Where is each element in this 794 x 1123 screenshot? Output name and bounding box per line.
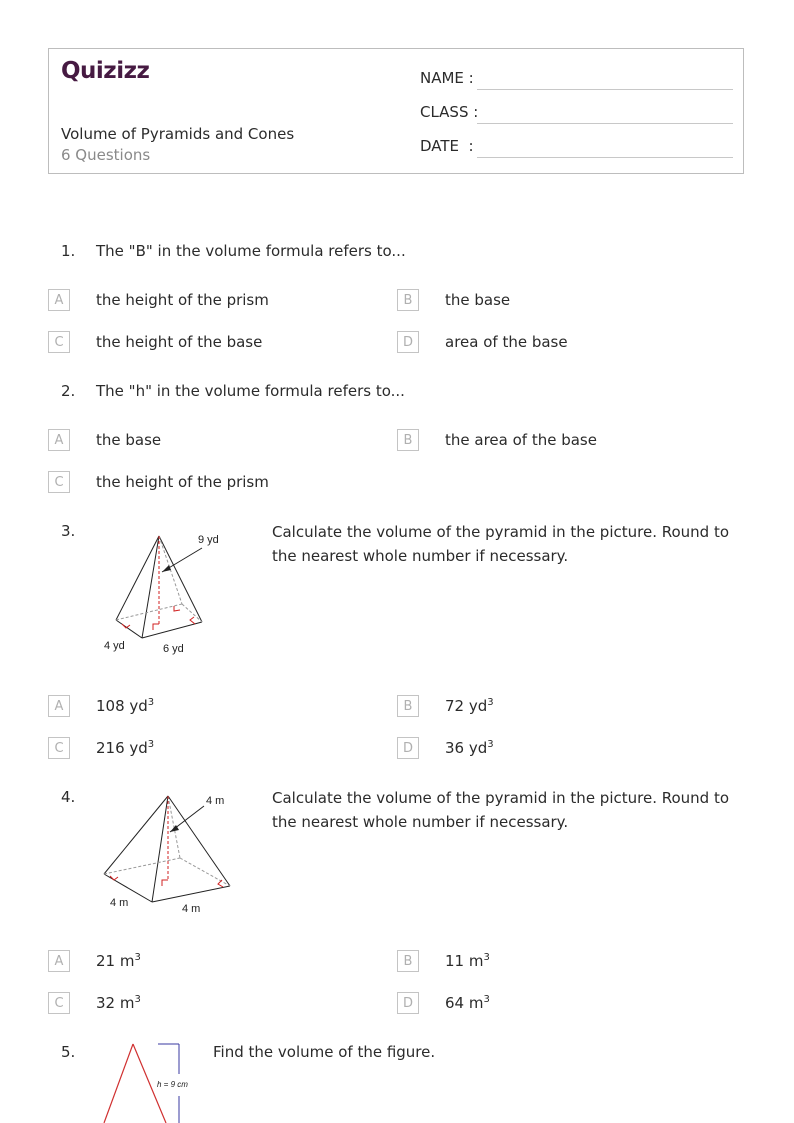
name-field-label: NAME : [420, 69, 474, 87]
right-angle-mark [153, 624, 159, 630]
question-number: 3. [61, 522, 76, 540]
pyramid-hidden-edge [116, 604, 182, 620]
question-count: 6 Questions [61, 146, 151, 164]
option-text: the height of the prism [96, 473, 269, 491]
option-letter: A [48, 950, 70, 972]
name-field[interactable] [477, 89, 733, 90]
quizizz-logo: Quizizz [61, 58, 150, 84]
side-label: 4 yd [104, 640, 125, 652]
option-text: 11 $m^3$ [445, 952, 490, 970]
pyramid-hidden-edge [180, 858, 230, 886]
option-letter: B [397, 429, 419, 451]
option-letter: D [397, 992, 419, 1014]
option-text: 32 $m^3$ [96, 994, 141, 1012]
side-label: 4 m [182, 903, 201, 915]
option-text: the base [445, 291, 511, 309]
option-letter: D [397, 737, 419, 759]
pyramid-edge [116, 536, 159, 620]
option-letter: C [48, 992, 70, 1014]
height-label: 9 yd [198, 534, 219, 546]
option-text: 36 $yd^3$ [445, 739, 494, 757]
option-letter: C [48, 331, 70, 353]
option-letter: C [48, 471, 70, 493]
option-text: area of the base [445, 333, 568, 351]
question-text: The "h" in the volume formula refers to... [96, 382, 405, 400]
side-label: 6 yd [163, 643, 184, 655]
option-text: 216 $yd^3$ [96, 739, 155, 757]
question-text: Find the volume of the figure. [213, 1043, 436, 1061]
option-text: 21 $m^3$ [96, 952, 141, 970]
right-angle-mark [122, 624, 130, 628]
cone-edge [104, 1044, 133, 1123]
option-letter: B [397, 950, 419, 972]
right-angle-mark [174, 606, 180, 611]
question-text: Calculate the volume of the pyramid in the picture. Round to the nearest whole number if necessary. [272, 523, 730, 565]
pyramid-hidden-edge [182, 604, 202, 622]
pyramid-edge [159, 536, 202, 622]
question-text: Calculate the volume of the pyramid in the picture. Round to the nearest whole number if necessary. [272, 789, 730, 831]
date-field[interactable] [477, 157, 733, 158]
worksheet-header [48, 48, 744, 174]
right-angle-mark [218, 880, 223, 887]
question-number: 4. [61, 788, 76, 806]
class-field[interactable] [477, 123, 733, 124]
option-letter: D [397, 331, 419, 353]
option-letter: C [48, 737, 70, 759]
side-label: 4 m [110, 897, 129, 909]
option-text: the base [96, 431, 162, 449]
height-label: h = 9 cm [157, 1080, 188, 1089]
option-letter: A [48, 695, 70, 717]
option-text: the height of the base [96, 333, 263, 351]
pyramid-edge [142, 536, 159, 638]
date-field-label: DATE : [420, 137, 474, 155]
option-letter: B [397, 695, 419, 717]
pyramid-figure-q4 [96, 788, 246, 918]
pyramid-figure-q3 [96, 526, 236, 666]
pyramid-edge [116, 620, 142, 638]
question-text: The "B" in the volume formula refers to... [96, 242, 406, 260]
right-angle-mark [162, 880, 168, 886]
question-number: 1. [61, 242, 76, 260]
option-letter: B [397, 289, 419, 311]
worksheet-title: Volume of Pyramids and Cones [61, 125, 295, 143]
pyramid-edge [142, 622, 202, 638]
option-text: the height of the prism [96, 291, 269, 309]
pyramid-edge [152, 886, 230, 902]
cone-figure-q5 [96, 1040, 206, 1123]
height-label: 4 m [206, 795, 225, 807]
class-field-label: CLASS : [420, 103, 479, 121]
option-text: 108 $yd^3$ [96, 697, 155, 715]
option-letter: A [48, 289, 70, 311]
question-number: 2. [61, 382, 76, 400]
question-number: 5. [61, 1043, 76, 1061]
option-text: the area of the base [445, 431, 597, 449]
right-angle-mark [190, 617, 195, 624]
option-text: 72 $yd^3$ [445, 697, 494, 715]
option-text: 64 $m^3$ [445, 994, 490, 1012]
option-letter: A [48, 429, 70, 451]
